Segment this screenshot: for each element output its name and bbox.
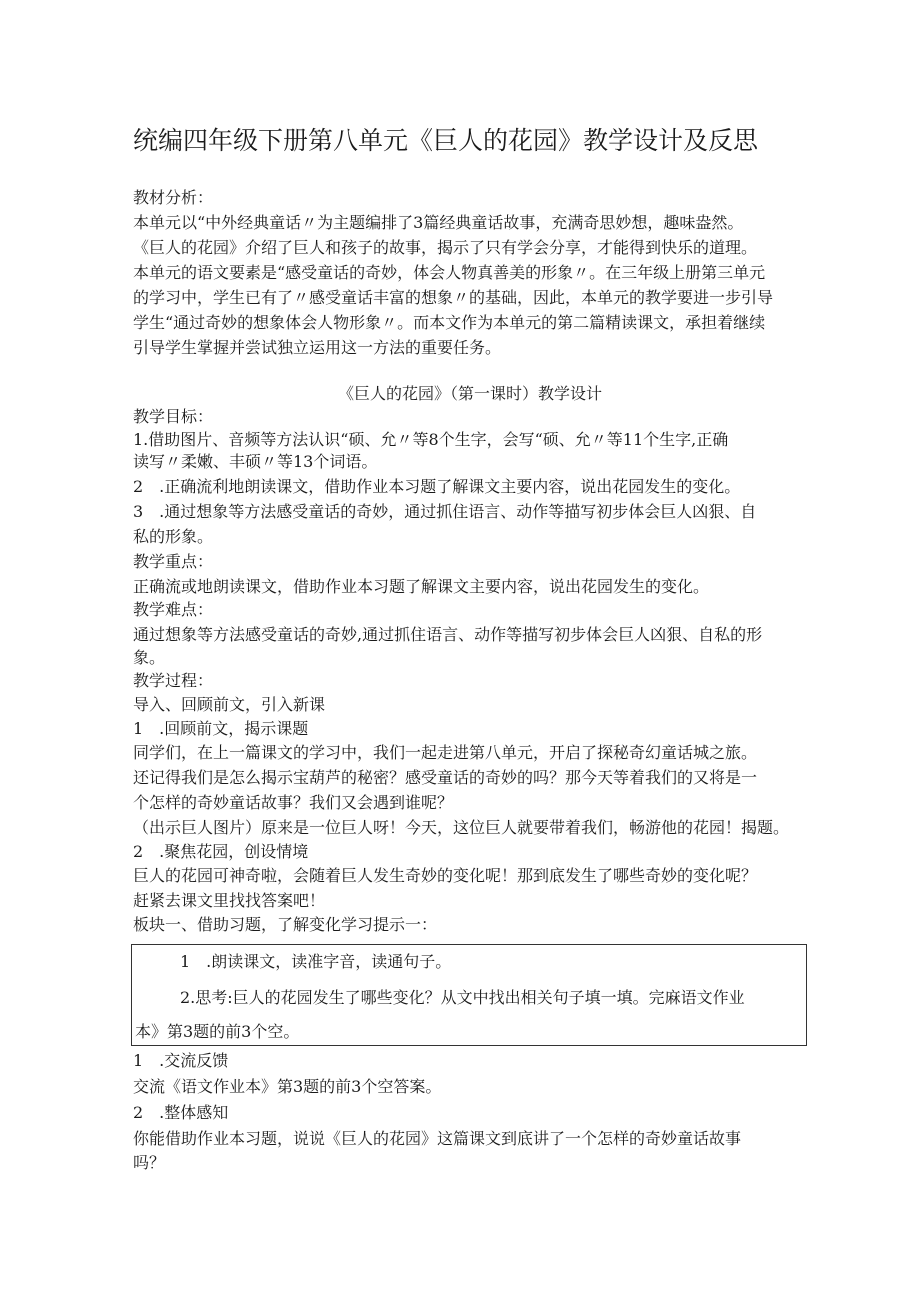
goals-line: 私的形象。 — [133, 527, 214, 546]
after-line: 2 .整体感知 — [133, 1103, 229, 1122]
process-line: （出示巨人图片）原来是一位巨人呀！今天，这位巨人就要带着我们，畅游他的花园！揭题。 — [133, 818, 790, 837]
process-line: 2 .聚焦花园，创设情境 — [133, 842, 309, 861]
goals-line: 3 .通过想象等方法感受童话的奇妙，通过抓住语言、动作等描写初步体会巨人凶狠、自 — [133, 502, 757, 521]
process-heading: 教学过程： — [133, 671, 214, 690]
goals-line: 2 .正确流利地朗读课文，借助作业本习题了解课文主要内容，说出花园发生的变化。 — [133, 477, 741, 496]
tip-line: 2.思考:巨人的花园发生了哪些变化？从文中找出相关句子填一填。完麻语文作业 — [180, 988, 745, 1007]
process-line: 巨人的花园可神奇啦，会随着巨人发生奇妙的变化呢！那到底发生了哪些奇妙的变化呢？ — [133, 866, 758, 885]
after-line: 你能借助作业本习题，说说《巨人的花园》这篇课文到底讲了一个怎样的奇妙童话故事 — [133, 1129, 742, 1148]
tip-line: 本》第3题的前3个空。 — [135, 1022, 300, 1041]
difficulties-line: 通过想象等方法感受童话的奇妙,通过抓住语言、动作等描写初步体会巨人凶狠、自私的形 — [133, 625, 763, 644]
after-line: 交流《语文作业本》第3题的前3个空答案。 — [133, 1077, 442, 1096]
difficulties-heading: 教学难点： — [133, 600, 214, 619]
tip-line: 1 .朗读课文，读准字音，读通句子。 — [180, 952, 452, 971]
document-title: 统编四年级下册第八单元《巨人的花园》教学设计及反思 — [133, 126, 759, 155]
analysis-line: 本单元以“中外经典童话〃为主题编排了3篇经典童话故事，充满奇思妙想，趣味盎然。 — [133, 213, 744, 232]
process-line: 同学们，在上一篇课文的学习中，我们一起走进第八单元，开启了探秘奇幻童话城之旅。 — [133, 743, 758, 762]
analysis-line: 的学习中，学生已有了〃感受童话丰富的想象〃的基础，因此，本单元的教学要进一步引导 — [133, 288, 774, 307]
goals-line: 1.借助图片、音频等方法认识“硕、允〃等8个生字，会写“硕、允〃等11个生字,正确 — [133, 430, 729, 449]
process-line: 赶紧去课文里找找答案吧！ — [133, 891, 326, 910]
process-line: 个怎样的奇妙童话故事？我们又会遇到谁呢？ — [133, 793, 454, 812]
analysis-line: 引导学生掌握并尝试独立运用这一方法的重要任务。 — [133, 338, 502, 357]
analysis-line: 《巨人的花园》介绍了巨人和孩子的故事，揭示了只有学会分享，才能得到快乐的道理。 — [133, 238, 758, 257]
difficulties-line: 象。 — [133, 648, 166, 667]
analysis-line: 本单元的语文要素是“感受童话的奇妙，体会人物真善美的形象〃。在三年级上册第三单元 — [133, 263, 766, 282]
design-title: 《巨人的花园》（第一课时）教学设计 — [337, 384, 602, 403]
analysis-line: 学生“通过奇妙的想象体会人物形象〃。而本文作为本单元的第二篇精读课文，承担着继续 — [133, 313, 766, 332]
key-points-heading: 教学重点： — [133, 552, 214, 571]
goals-heading: 教学目标： — [133, 407, 214, 426]
key-points-line: 正确流或地朗读课文，借助作业本习题了解课文主要内容，说出花园发生的变化。 — [133, 577, 710, 596]
goals-line: 读写〃柔嫩、丰硕〃等13个词语。 — [133, 452, 378, 471]
process-line: 导入、回顾前文，引入新课 — [133, 695, 326, 714]
learning-tip-box — [131, 944, 807, 1046]
analysis-heading: 教材分析： — [133, 188, 214, 207]
after-line: 吗？ — [133, 1153, 166, 1172]
after-line: 1 .交流反馈 — [133, 1051, 229, 1070]
process-line: 还记得我们是怎么揭示宝葫芦的秘密？感受童话的奇妙的吗？那今天等着我们的又将是一 — [133, 768, 758, 787]
process-line: 板块一、借助习题，了解变化学习提示一： — [133, 915, 438, 934]
process-line: 1 .回顾前文，揭示课题 — [133, 719, 309, 738]
